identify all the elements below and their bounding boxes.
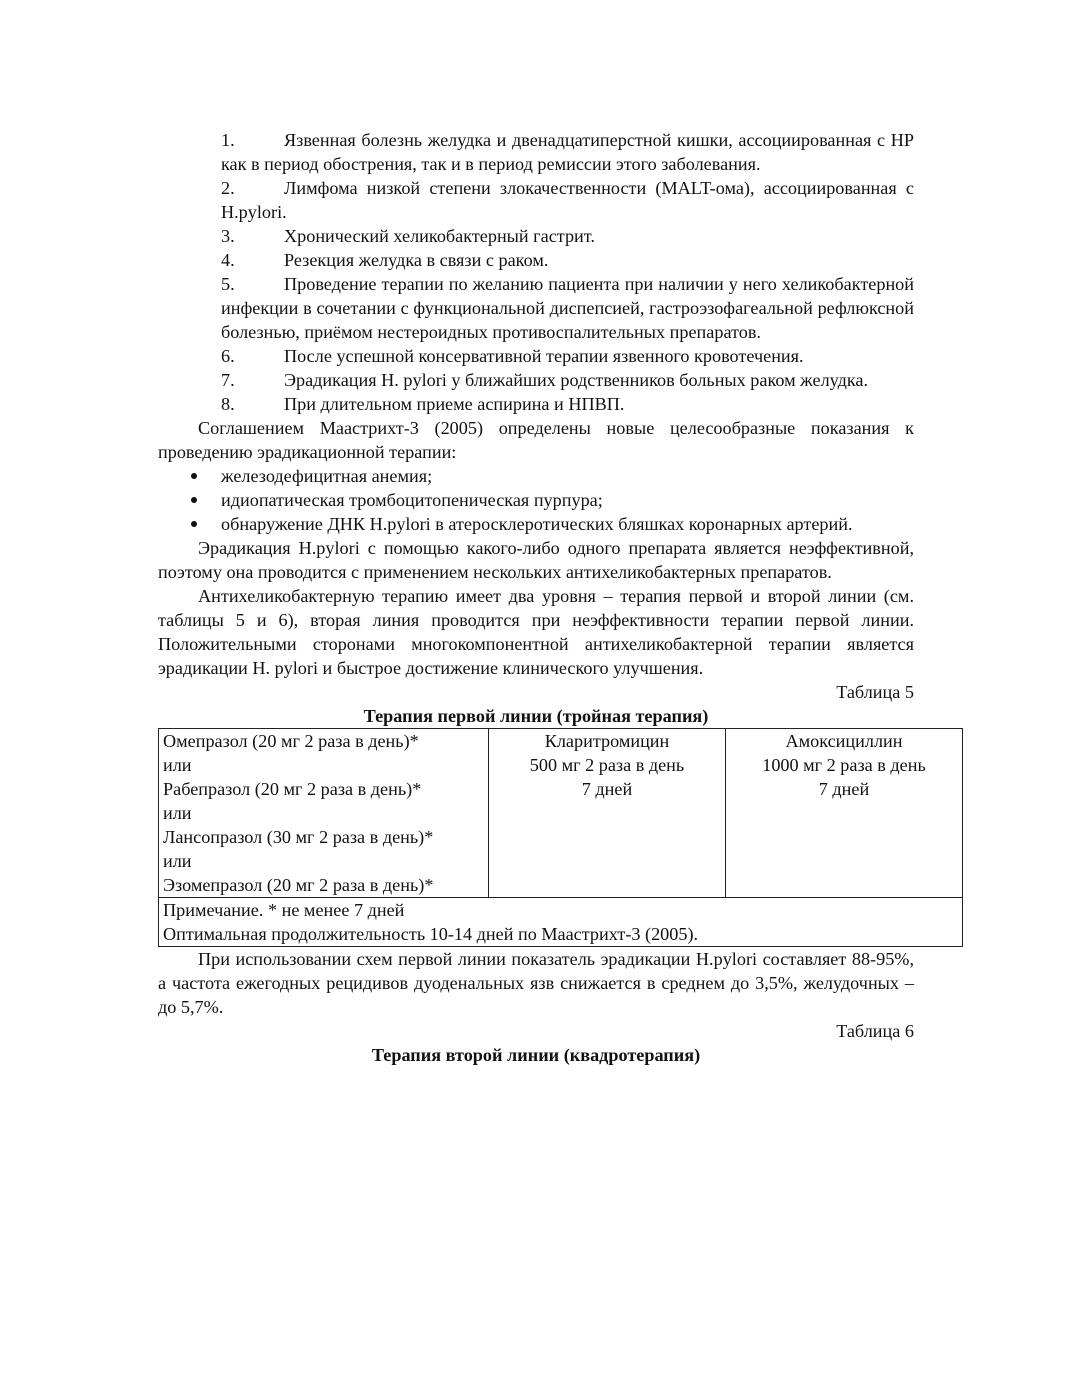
list-item: 6. После успешной консервативной терапии язвенного кровотечения.	[221, 346, 804, 366]
list-item: железодефицитная анемия;	[158, 464, 881, 488]
table-cell-amoxicillin: Амоксициллин 1000 мг 2 раза в день 7 дней	[726, 729, 963, 898]
table5-number: Таблица 5	[836, 682, 914, 702]
table5-wrapper	[158, 728, 926, 947]
bullet-icon	[191, 497, 197, 503]
table-row	[159, 729, 963, 898]
table-note-cell: Примечание. * не менее 7 дней Оптимальная продолжительность 10-14 дней по Маастрихт-3 (2005).	[159, 898, 963, 947]
list-item: 1. Язвенная болезнь желудка и двенадцатиперстной кишки, ассоциированная с НР как в период обострения, так и в период ремиссии этого заболевания.	[221, 130, 914, 174]
list-item: 2. Лимфома низкой степени злокачественности (MALT-ома), ассоциированная с H.pylori.	[221, 178, 914, 222]
list-item: 4. Резекция желудка в связи с раком.	[221, 250, 549, 270]
bullet-icon	[191, 521, 197, 527]
list-item: 5. Проведение терапии по желанию пациента при наличии у него хеликобактерной инфекции в сочетании с функциональной диспепсией, гастроэзофагеальной рефлюксной болезнью, приёмом нестероидных противоспалительных препаратов.	[221, 274, 914, 342]
table-cell-clarithromycin: Кларитромицин 500 мг 2 раза в день 7 дней	[489, 729, 726, 898]
bullet-icon	[191, 473, 197, 479]
list-item: обнаружение ДНК H.pylori в атеросклеротических бляшках коронарных артерий.	[158, 512, 881, 536]
table5-title: Терапия первой линии (тройная терапия)	[363, 706, 709, 726]
list-item: 8. При длительном приеме аспирина и НПВП.	[221, 394, 625, 414]
list-item: 3. Хронический хеликобактерный гастрит.	[221, 226, 595, 246]
paragraph-levels: Антихеликобактерную терапию имеет два уровня – терапия первой и второй линии (см. таблицы 5 и 6), вторая линия проводится при неэффективности терапии первой линии. Положительными сторонами многокомпонентной антихеликобактерной терапии является эрадикации H. pylori и быстрое достижение клинического улучшения.	[158, 586, 914, 678]
list-item: 7. Эрадикация H. pylori у ближайших родственников больных раком желудка.	[221, 370, 869, 390]
table6-title: Терапия второй линии (квадротерапия)	[371, 1045, 701, 1065]
table5	[158, 728, 963, 947]
bullet-list	[158, 464, 914, 536]
list-item: идиопатическая тромбоцитопеническая пурпура;	[158, 488, 881, 512]
table6-number: Таблица 6	[836, 1021, 914, 1041]
document-page	[158, 128, 926, 1067]
paragraph-maastricht: Соглашением Маастрихт-3 (2005) определены новые целесообразные показания к проведению эрадикационной терапии:	[158, 418, 914, 462]
table-cell-drugs: Омепразол (20 мг 2 раза в день)* или Рабепразол (20 мг 2 раза в день)* или Лансопразол (30 мг 2 раза в день)* или Эзомепразол (20 мг 2 раза в день)*	[159, 729, 489, 898]
indications-list	[221, 128, 914, 416]
table-row	[159, 898, 963, 947]
paragraph-eradication: Эрадикация H.pylori с помощью какого-либо одного препарата является неэффективной, поэтому она проводится с применением нескольких антихеликобактерных препаратов.	[158, 538, 914, 582]
paragraph-results: При использовании схем первой линии показатель эрадикации H.pylori составляет 88-95%, а частота ежегодных рецидивов дуоденальных язв снижается в среднем до 3,5%, желудочных – до 5,7%.	[158, 949, 914, 1017]
